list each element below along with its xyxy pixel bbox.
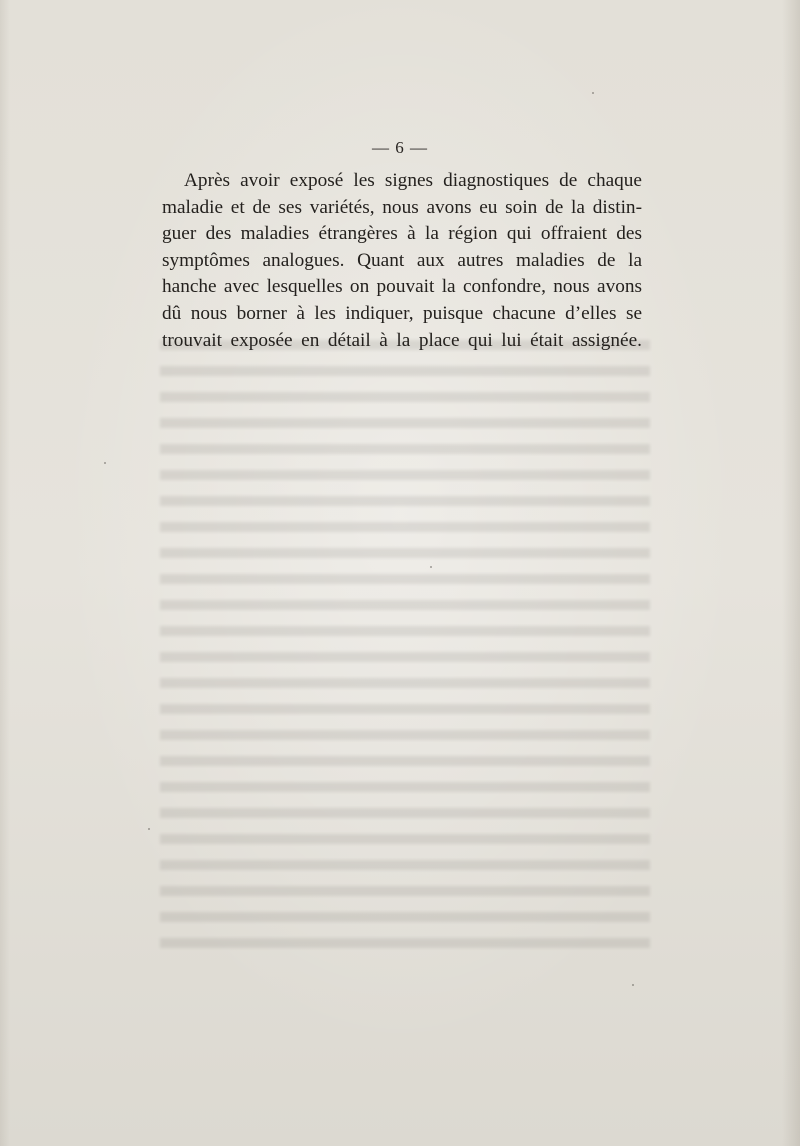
paper-speck [632, 984, 634, 986]
paragraph-line: maladie et de ses variétés, nous avons eu soin de la distin- [162, 196, 642, 218]
body-paragraph [162, 168, 642, 354]
paper-speck [592, 92, 594, 94]
page-edge-shadow-right [782, 0, 800, 1146]
paper-speck [104, 462, 106, 464]
paragraph-line: Après avoir exposé les signes diagnostiques de chaque [184, 170, 642, 191]
paragraph-line: dû nous borner à les indiquer, puisque chacune d’elles se [162, 302, 642, 324]
paragraph-line: guer des maladies étrangères à la région qui offraient des [162, 223, 642, 245]
page-edge-shadow-left [0, 0, 10, 1146]
paper-speck [148, 828, 150, 830]
paragraph-line: trouvait exposée en détail à la place qui lui était assignée. [162, 329, 642, 351]
paragraph-line: symptômes analogues. Quant aux autres maladies de la [162, 249, 642, 271]
page-number: — 6 — [372, 138, 428, 157]
paragraph-line: hanche avec lesquelles on pouvait la confondre, nous avons [162, 276, 642, 298]
reverse-side-bleed-through [160, 340, 650, 960]
paper-speck [430, 566, 432, 568]
